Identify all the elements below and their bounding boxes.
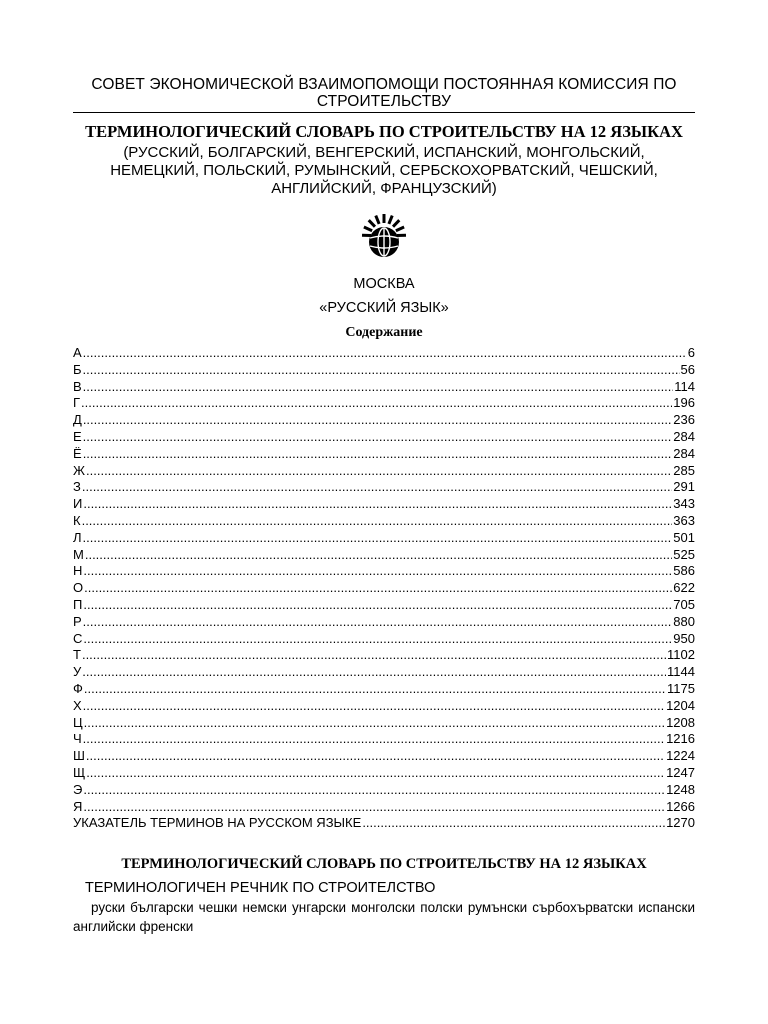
toc-entry[interactable] <box>73 614 695 631</box>
toc-entry[interactable] <box>73 698 695 715</box>
toc-entry-page: 525 <box>673 546 695 562</box>
toc-entry[interactable] <box>73 597 695 614</box>
toc-entry[interactable] <box>73 496 695 513</box>
document-page <box>73 0 695 936</box>
toc-leader-dots <box>84 580 672 597</box>
toc-entry-page: 1208 <box>666 714 695 730</box>
toc-entry[interactable] <box>73 647 695 664</box>
toc-leader-dots <box>86 748 665 765</box>
toc-entry-page: 1102 <box>667 647 695 663</box>
toc-entry-label: С <box>73 630 83 646</box>
section-title: ТЕРМИНОЛОГИЧЕСКИЙ СЛОВАРЬ ПО СТРОИТЕЛЬСТВУ НА 12 ЯЗЫКАХ <box>121 856 647 873</box>
toc-leader-dots <box>86 463 672 480</box>
toc-leader-dots <box>83 345 687 362</box>
toc-entry[interactable] <box>73 345 695 362</box>
toc-entry[interactable] <box>73 681 695 698</box>
toc-entry-page: 586 <box>673 563 695 579</box>
bulgarian-title: ТЕРМИНОЛОГИЧЕН РЕЧНИК ПО СТРОИТЕЛСТВО <box>85 880 436 897</box>
toc-entry[interactable] <box>73 664 695 681</box>
toc-heading: Содержание <box>345 325 423 340</box>
toc-entry-label: У <box>73 664 82 680</box>
toc-entry-label: Р <box>73 613 82 629</box>
toc-leader-dots <box>82 664 666 681</box>
toc-entry[interactable] <box>73 513 695 530</box>
organization-header: СОВЕТ ЭКОНОМИЧЕСКОЙ ВЗАИМОПОМОЩИ ПОСТОЯННАЯ КОМИССИЯ ПО СТРОИТЕЛЬСТВУ <box>91 76 677 110</box>
toc-leader-dots <box>83 446 673 463</box>
toc-entry-label: Д <box>73 412 82 428</box>
toc-entry-label: Щ <box>73 764 86 780</box>
toc-entry[interactable] <box>73 748 695 765</box>
toc-entry-label: М <box>73 546 84 562</box>
toc-entry[interactable] <box>73 479 695 496</box>
toc-leader-dots <box>83 782 665 799</box>
toc-entry[interactable] <box>73 731 695 748</box>
toc-entry-label: Н <box>73 563 83 579</box>
toc-entry[interactable] <box>73 815 695 832</box>
toc-entry-label: Е <box>73 428 82 444</box>
toc-entry-label: К <box>73 512 81 528</box>
toc-leader-dots <box>82 647 666 664</box>
toc-leader-dots <box>82 513 673 530</box>
city: МОСКВА <box>353 276 415 292</box>
toc-entry[interactable] <box>73 463 695 480</box>
toc-entry[interactable] <box>73 715 695 732</box>
toc-entry-page: 343 <box>673 496 695 512</box>
toc-entry-page: 1224 <box>666 748 695 764</box>
toc-leader-dots <box>83 379 674 396</box>
toc-entry-label: В <box>73 378 82 394</box>
toc-entry-page: 6 <box>687 345 695 360</box>
toc-entry-page: 1248 <box>666 781 695 797</box>
toc-leader-dots <box>83 597 672 614</box>
toc-entry-page: 114 <box>674 378 695 394</box>
toc-leader-dots <box>83 731 665 748</box>
toc-entry[interactable] <box>73 530 695 547</box>
toc-entry-page: 196 <box>673 395 695 411</box>
toc-entry-label: Т <box>73 647 81 663</box>
toc-entry-page: 284 <box>673 445 695 461</box>
toc-entry-page: 284 <box>673 428 695 444</box>
toc-entry-page: 622 <box>673 580 695 596</box>
toc-entry-label: З <box>73 479 81 495</box>
bulgarian-languages: руски български чешки немски унгарски монголски полски румънски сърбохърватски испански английски френски <box>73 900 695 935</box>
toc-leader-dots <box>83 496 672 513</box>
toc-entry-page: 236 <box>673 412 695 428</box>
toc-leader-dots <box>83 563 672 580</box>
toc-entry-page: 1247 <box>666 764 695 780</box>
toc-entry[interactable] <box>73 799 695 816</box>
toc-entry[interactable] <box>73 765 695 782</box>
toc-entry-page: 1144 <box>667 664 695 680</box>
toc-leader-dots <box>83 614 673 631</box>
toc-entry[interactable] <box>73 395 695 412</box>
toc-entry-page: 501 <box>673 529 695 545</box>
toc-entry-label: П <box>73 596 83 612</box>
toc-entry[interactable] <box>73 446 695 463</box>
header-divider <box>73 112 695 113</box>
toc-entry-label: Ф <box>73 680 83 696</box>
toc-leader-dots <box>82 479 672 496</box>
globe-emblem-icon <box>360 212 408 260</box>
toc-entry-label: Х <box>73 697 82 713</box>
toc-entry-page: 705 <box>673 596 695 612</box>
toc-entry-page: 1266 <box>666 798 695 814</box>
document-title: ТЕРМИНОЛОГИЧЕСКИЙ СЛОВАРЬ ПО СТРОИТЕЛЬСТВУ НА 12 ЯЗЫКАХ <box>85 122 683 141</box>
publisher: «РУССКИЙ ЯЗЫК» <box>319 300 449 316</box>
toc-leader-dots <box>83 799 665 816</box>
toc-leader-dots <box>83 631 672 648</box>
toc-entry-page: 950 <box>673 630 695 646</box>
toc-entry-page: 56 <box>680 361 695 377</box>
toc-entry-page: 1216 <box>666 731 695 747</box>
toc-entry-label: Э <box>73 781 83 797</box>
toc-entry-label: Б <box>73 361 82 377</box>
toc-leader-dots <box>85 547 672 564</box>
toc-entry[interactable] <box>73 429 695 446</box>
toc-entry-label: И <box>73 496 83 512</box>
toc-entry-page: 1175 <box>667 680 695 696</box>
toc-leader-dots <box>84 681 666 698</box>
toc-leader-dots <box>84 715 665 732</box>
toc-entry-label: Ё <box>73 445 82 461</box>
toc-entry[interactable] <box>73 547 695 564</box>
toc-entry-page: 363 <box>673 512 695 528</box>
toc-leader-dots <box>83 362 680 379</box>
toc-entry-label: Ж <box>73 462 86 478</box>
toc-entry[interactable] <box>73 631 695 648</box>
toc-entry-page: 285 <box>673 462 695 478</box>
toc-entry-page: 291 <box>673 479 695 495</box>
toc-leader-dots <box>83 530 673 547</box>
toc-entry-label: А <box>73 345 82 360</box>
toc-entry[interactable] <box>73 362 695 379</box>
toc-entry[interactable] <box>73 412 695 429</box>
table-of-contents <box>73 345 695 832</box>
toc-leader-dots <box>83 412 672 429</box>
toc-entry-label: Л <box>73 529 82 545</box>
toc-entry[interactable] <box>73 379 695 396</box>
toc-entry-label: Ц <box>73 714 83 730</box>
toc-entry-page: 880 <box>673 613 695 629</box>
toc-leader-dots <box>81 395 672 412</box>
toc-entry[interactable] <box>73 782 695 799</box>
toc-entry-label: Ш <box>73 748 85 764</box>
toc-entry-page: 1270 <box>666 815 695 831</box>
languages-list: (РУССКИЙ, БОЛГАРСКИЙ, ВЕНГЕРСКИЙ, ИСПАНСКИЙ, МОНГОЛЬСКИЙ, НЕМЕЦКИЙ, ПОЛЬСКИЙ, РУМЫНСКИЙ, СЕРБСКОХОРВАТСКИЙ, ЧЕШСКИЙ, АНГЛИЙСКИЙ, ФРАНЦУЗСКИЙ) <box>110 144 658 197</box>
toc-entry-label: Г <box>73 395 81 411</box>
toc-entry[interactable] <box>73 580 695 597</box>
toc-leader-dots <box>362 815 665 832</box>
toc-entry-label: Я <box>73 798 83 814</box>
toc-entry-page: 1204 <box>666 697 695 713</box>
toc-leader-dots <box>86 765 665 782</box>
toc-leader-dots <box>83 698 665 715</box>
toc-entry-label: О <box>73 580 84 596</box>
toc-entry[interactable] <box>73 563 695 580</box>
toc-entry-label: УКАЗАТЕЛЬ ТЕРМИНОВ НА РУССКОМ ЯЗЫКЕ <box>73 815 362 831</box>
toc-leader-dots <box>83 429 673 446</box>
toc-entry-label: Ч <box>73 731 82 747</box>
